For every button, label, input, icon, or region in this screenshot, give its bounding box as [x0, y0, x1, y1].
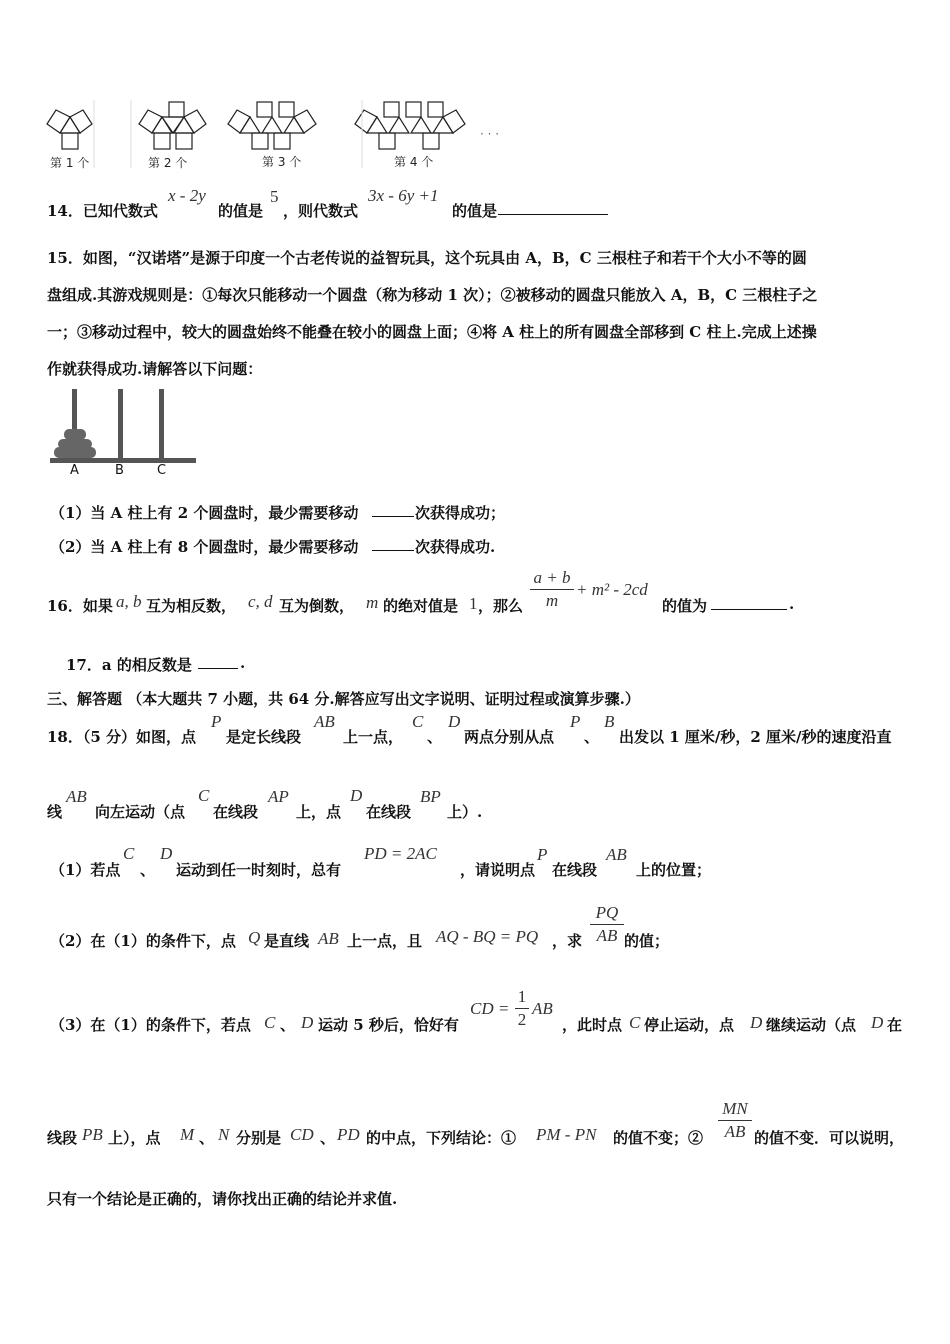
- q18-l2b: 向左运动（点: [95, 803, 186, 821]
- pattern-figure-4: [355, 102, 465, 149]
- q18-D-3: D: [160, 844, 173, 863]
- q18-p2-frac-bar: [590, 924, 624, 925]
- q18-M: M: [180, 1125, 195, 1144]
- q14-answer-blank[interactable]: [498, 200, 608, 215]
- q18-l1b: 是定长线段: [226, 728, 302, 746]
- q16-cd: c, d: [248, 592, 273, 611]
- q17-end: .: [240, 654, 246, 672]
- q16-t1: 16．如果: [47, 597, 113, 615]
- q18-P-3: P: [537, 845, 548, 864]
- q16-tail-expr: + m² - 2cd: [576, 580, 648, 599]
- q18-p2-eq: AQ - BQ = PQ: [436, 927, 539, 946]
- q18-p3-half: [515, 987, 529, 1030]
- pattern-figure-1: [47, 110, 92, 149]
- q16-ab: a, b: [116, 592, 142, 611]
- q18-mn-frac-den: AB: [724, 1122, 746, 1141]
- pattern-figure-3: [228, 102, 316, 149]
- q18-p4a: 线段: [47, 1129, 78, 1147]
- q16-m: m: [366, 593, 379, 612]
- hanoi-figure: [45, 385, 205, 475]
- q16-fraction: [530, 568, 574, 611]
- q18-l1d: 两点分别从点: [464, 728, 555, 746]
- q18-p3-eq-left: CD =: [470, 999, 510, 1018]
- q18-p3c: ，此时点: [562, 1016, 623, 1034]
- q18-AB-3: AB: [606, 845, 627, 864]
- pattern-ellipsis: · · ·: [480, 127, 500, 141]
- q18-l1e: 出发以 1 厘米/秒，2 厘米/秒的速度沿直: [619, 728, 892, 746]
- q15-sub1-a: （1）当 A 柱上有 2 个圆盘时，最少需要移动: [50, 504, 359, 522]
- q18-mn-frac-bar: [718, 1120, 752, 1121]
- q17-answer-blank[interactable]: [198, 654, 238, 669]
- q16-frac-num: a + b: [533, 568, 571, 587]
- q18-p2a: （2）在（1）的条件下，点: [50, 932, 236, 950]
- q18-PD: PD: [337, 1125, 360, 1144]
- section3-title: 三、解答题 （本大题共 7 小题，共 64 分.解答应写出文字说明、证明过程或演算步骤.）: [47, 690, 640, 708]
- q18-p2-frac-num: PQ: [595, 903, 619, 922]
- q18-AB-1: AB: [314, 712, 335, 731]
- q16-end: .: [789, 595, 795, 613]
- q14-mid2: ，则代数式: [283, 202, 359, 220]
- q18-l2d: 上，点: [296, 803, 342, 821]
- q18-C-2: C: [198, 786, 210, 805]
- q18-p4b: 上），点: [108, 1129, 161, 1147]
- q18-CD: CD: [290, 1125, 314, 1144]
- q14-expr1: x - 2y: [168, 186, 206, 205]
- q18-p5: 只有一个结论是正确的，请你找出正确的结论并求值.: [47, 1190, 398, 1208]
- pattern-caption-1: 第 1 个: [50, 156, 90, 170]
- q14-expr2: 3x - 6y +1: [368, 186, 439, 205]
- q18-p1c: ，请说明点: [460, 861, 536, 879]
- q18-p3e: 继续运动（点: [766, 1016, 857, 1034]
- q18-D-5: D: [750, 1013, 763, 1032]
- hanoi-label-b: B: [115, 463, 124, 478]
- q18-C-5: C: [629, 1013, 641, 1032]
- q18-D-6: D: [871, 1013, 884, 1032]
- q18-mn-fraction: [718, 1099, 752, 1142]
- q18-p4d: 的中点，下列结论：①: [366, 1129, 517, 1147]
- q18-mn-frac-num: MN: [722, 1099, 748, 1118]
- q18-P-1: P: [211, 712, 222, 731]
- q18-p2e: 的值；: [624, 932, 670, 950]
- q18-p3-half-den: 2: [517, 1010, 527, 1029]
- q18-AB-2: AB: [66, 787, 87, 806]
- q15-line4: 作就获得成功.请解答以下问题：: [47, 360, 263, 378]
- q15-line2: 盘组成.其游戏规则是：①每次只能移动一个圆盘（称为移动 1 次）；②被移动的圆盘只能放入 A，B，C 三根柱子之: [47, 286, 818, 304]
- q16-t3: 互为倒数，: [279, 597, 355, 615]
- pattern-caption-4: 第 4 个: [394, 155, 434, 169]
- q16-one: 1: [469, 594, 478, 613]
- pattern-figures: [0, 0, 950, 180]
- q18-l1c: 上一点，: [343, 728, 404, 746]
- q18-l2a: 线: [47, 803, 63, 821]
- q15-line3: 一；③移动过程中，较大的圆盘始终不能叠在较小的圆盘上面；④将 A 柱上的所有圆盘全部移到 C 柱上.完成上述操: [47, 323, 817, 341]
- q14-prefix: 14．已知代数式: [47, 202, 158, 220]
- q15-sub1-blank[interactable]: [372, 502, 414, 517]
- q18-p1-eq: PD = 2AC: [364, 844, 437, 863]
- q18-l1a: 18．（5 分）如图，点: [47, 728, 197, 746]
- q14-mid1: 的值是: [218, 202, 264, 220]
- q18-dun-5: 、: [199, 1129, 215, 1147]
- q18-AB-5: AB: [532, 999, 553, 1018]
- q18-p2-frac-den: AB: [596, 926, 618, 945]
- hanoi-label-c: C: [157, 463, 167, 478]
- q18-p1d: 在线段: [552, 861, 598, 879]
- q18-pmpn: PM - PN: [536, 1125, 597, 1144]
- q18-p2-fraction: [590, 903, 624, 946]
- q18-p3-half-num: 1: [517, 987, 527, 1006]
- q18-l2e: 在线段: [366, 803, 412, 821]
- q18-p2c: 上一点，且: [347, 932, 423, 950]
- q18-p3a: （3）在（1）的条件下，若点: [50, 1016, 251, 1034]
- q18-B-1: B: [604, 712, 615, 731]
- q18-p4c: 分别是: [236, 1129, 282, 1147]
- pattern-caption-2: 第 2 个: [148, 156, 188, 170]
- q18-dun-3: 、: [140, 861, 156, 879]
- q18-C-4: C: [264, 1013, 276, 1032]
- q18-p1e: 上的位置；: [636, 861, 712, 879]
- hanoi-label-a: A: [70, 463, 79, 478]
- q14-suffix: 的值是: [452, 202, 498, 220]
- q15-sub2-a: （2）当 A 柱上有 8 个圆盘时，最少需要移动: [50, 538, 359, 556]
- q18-BP: BP: [420, 787, 441, 806]
- q15-line1: 15．如图，“汉诺塔”是源于印度一个古老传说的益智玩具，这个玩具由 A，B，C 三根柱子和若干个大小不等的圆: [47, 249, 807, 267]
- pattern-caption-3: 第 3 个: [262, 155, 302, 169]
- q18-p2b: 是直线: [264, 932, 310, 950]
- q18-N: N: [218, 1125, 230, 1144]
- q15-sub2-blank[interactable]: [372, 536, 414, 551]
- q16-answer-blank[interactable]: [711, 595, 787, 610]
- q17-text: 17．a 的相反数是: [66, 656, 192, 674]
- q14-val: 5: [270, 187, 279, 206]
- q18-AB-4: AB: [318, 929, 339, 948]
- q18-D-2: D: [350, 786, 363, 805]
- q16-t5: ，那么: [478, 597, 524, 615]
- q18-p2d: ，求: [552, 932, 583, 950]
- q18-dun-1: 、: [427, 728, 443, 746]
- q18-l2c: 在线段: [213, 803, 259, 821]
- q18-p4f: 的值不变．可以说明，: [754, 1129, 905, 1147]
- q16-t4: 的绝对值是: [383, 597, 459, 615]
- q16-frac-bar: [530, 589, 574, 590]
- q15-sub1-b: 次获得成功；: [415, 504, 506, 522]
- q15-sub2-b: 次获得成功.: [415, 538, 496, 556]
- q18-P-2: P: [570, 712, 581, 731]
- q18-p4e: 的值不变；②: [613, 1129, 704, 1147]
- q18-p3b: 运动 5 秒后，恰好有: [318, 1016, 459, 1034]
- q18-D-4: D: [301, 1013, 314, 1032]
- q18-AP: AP: [268, 787, 289, 806]
- q18-C-3: C: [123, 844, 135, 863]
- pattern-figure-2: [139, 102, 206, 149]
- q16-t6: 的值为: [662, 597, 708, 615]
- q18-p1b: 运动到任一时刻时，总有: [176, 861, 342, 879]
- q18-Q: Q: [248, 928, 261, 947]
- q18-p3-half-bar: [515, 1008, 529, 1009]
- q18-p3d: 停止运动，点: [644, 1016, 735, 1034]
- q18-p3f: 在: [887, 1016, 903, 1034]
- q18-dun-2: 、: [584, 728, 600, 746]
- q18-l2f: 上）.: [447, 803, 483, 821]
- q18-C-1: C: [412, 712, 424, 731]
- q18-D-1: D: [448, 712, 461, 731]
- q18-PB: PB: [82, 1125, 103, 1144]
- q18-dun-4: 、: [280, 1016, 296, 1034]
- q16-t2: 互为相反数，: [146, 597, 237, 615]
- q16-frac-den: m: [545, 591, 559, 610]
- q18-p1a: （1）若点: [50, 861, 121, 879]
- q18-dun-6: 、: [320, 1129, 336, 1147]
